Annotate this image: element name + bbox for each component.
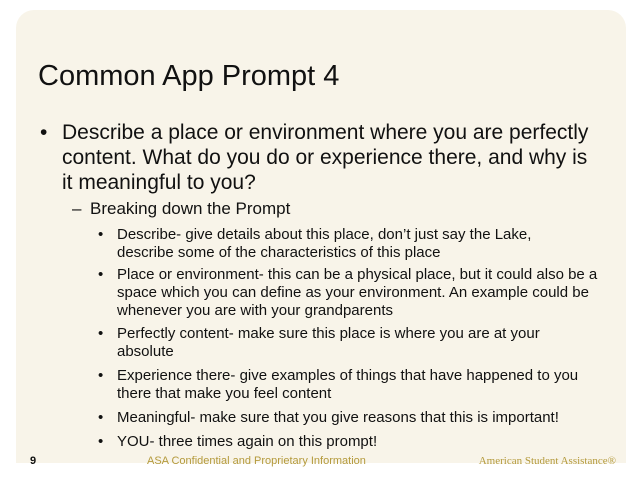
- detail-bullet: [98, 325, 608, 361]
- sub-bullet: [72, 199, 572, 219]
- detail-bullet: [98, 367, 608, 403]
- detail-text: Perfectly content- make sure this place is where you are at your absolute: [117, 325, 540, 360]
- bullet-marker: •: [98, 409, 104, 426]
- brand-logo: American Student Assistance®: [478, 455, 616, 467]
- detail-text: Place or environment- this can be a physical place, but it could also be a space which you can define as your environment. An example could be whenever you are with your grandparents: [117, 266, 598, 319]
- main-bullet: [40, 120, 600, 195]
- sub-bullet-text: Breaking down the Prompt: [90, 199, 291, 218]
- detail-bullet: [98, 409, 608, 427]
- dash-marker: –: [72, 199, 82, 218]
- detail-bullet: [98, 226, 608, 262]
- slide-title: Common App Prompt 4: [38, 60, 340, 92]
- detail-text: Experience there- give examples of things that have happened to you there that make you feel content: [117, 367, 579, 402]
- detail-text: YOU- three times again on this prompt!: [117, 433, 378, 450]
- bullet-marker: •: [98, 325, 104, 342]
- slide-footer: [0, 446, 638, 479]
- detail-bullet: [98, 266, 608, 320]
- detail-text: Describe- give details about this place, don’t just say the Lake, describe some of the characteristics of this place: [117, 226, 532, 261]
- bullet-marker: •: [98, 367, 104, 384]
- bullet-marker: •: [98, 433, 104, 450]
- main-bullet-text: Describe a place or environment where you are perfectly content. What do you do or experience there, and why is it meaningful to you?: [62, 121, 589, 194]
- bullet-marker: •: [98, 226, 104, 243]
- confidential-notice: ASA Confidential and Proprietary Information: [147, 455, 366, 467]
- detail-text: Meaningful- make sure that you give reasons that this is important!: [117, 409, 559, 426]
- bullet-marker: •: [40, 121, 48, 144]
- bullet-marker: •: [98, 266, 104, 283]
- page-number: 9: [30, 455, 37, 467]
